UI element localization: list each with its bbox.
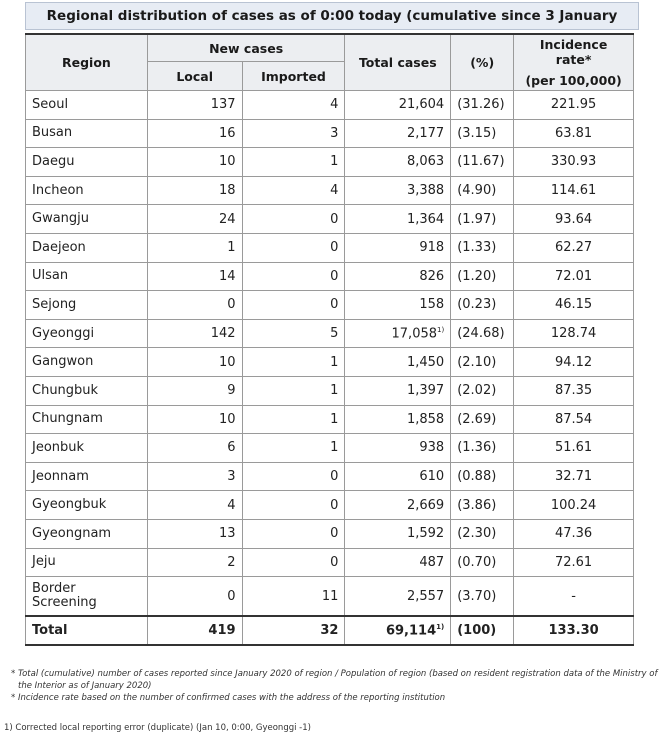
region-cell: Chungnam (26, 405, 148, 434)
region-cell: Ulsan (26, 262, 148, 291)
imported-cell: 5 (242, 319, 345, 348)
total-value: 8,063 (406, 154, 445, 170)
footnote-incidence-basis: * Incidence rate based on the number of confirmed cases with the address of the reporting institution (11, 693, 446, 703)
local-cell: 14 (147, 262, 242, 291)
table-row (26, 319, 634, 348)
local-cell: 137 (147, 91, 242, 120)
incidence-cell: 72.01 (514, 262, 634, 291)
table-row (26, 462, 634, 491)
total-cell (345, 176, 451, 205)
total-cell (345, 148, 451, 177)
incidence-cell: 93.64 (514, 205, 634, 234)
imported-cell: 11 (242, 577, 345, 617)
region-cell: Total (26, 616, 148, 645)
local-cell: 10 (147, 405, 242, 434)
incidence-cell: 63.81 (514, 119, 634, 148)
region-line1: Border (32, 581, 76, 597)
percent-cell: (2.69) (451, 405, 514, 434)
total-value: 1,450 (406, 354, 445, 370)
percent-cell: (2.02) (451, 376, 514, 405)
total-value: 17,058 (391, 326, 438, 342)
local-cell: 24 (147, 205, 242, 234)
percent-cell: (3.86) (451, 491, 514, 520)
incidence-cell: 330.93 (514, 148, 634, 177)
region-cell: Gyeongbuk (26, 491, 148, 520)
imported-cell: 3 (242, 119, 345, 148)
local-cell: 4 (147, 491, 242, 520)
imported-cell: 1 (242, 376, 345, 405)
table-body (26, 91, 634, 646)
local-cell: 1 (147, 233, 242, 262)
total-cell (345, 405, 451, 434)
local-cell: 142 (147, 319, 242, 348)
total-value: 2,177 (406, 125, 445, 141)
region-cell: Jeonbuk (26, 434, 148, 463)
table-row-border-screening (26, 577, 634, 617)
region-cell: Chungbuk (26, 376, 148, 405)
total-value: 1,858 (406, 411, 445, 427)
total-cell (345, 376, 451, 405)
region-cell: Gyeongnam (26, 519, 148, 548)
percent-cell: (3.15) (451, 119, 514, 148)
imported-cell: 1 (242, 405, 345, 434)
imported-cell: 4 (242, 91, 345, 120)
table-title: Regional distribution of cases as of 0:00 today (cumulative since 3 January (25, 2, 639, 30)
region-cell: Sejong (26, 291, 148, 320)
local-cell: 6 (147, 434, 242, 463)
percent-cell: (100) (451, 616, 514, 645)
incidence-cell: 72.61 (514, 548, 634, 577)
total-value: 826 (419, 268, 445, 284)
percent-cell: (0.23) (451, 291, 514, 320)
total-cell (345, 519, 451, 548)
incidence-cell: 32.71 (514, 462, 634, 491)
imported-cell: 0 (242, 291, 345, 320)
incidence-cell: 100.24 (514, 491, 634, 520)
region-cell: Gyeonggi (26, 319, 148, 348)
percent-cell: (4.90) (451, 176, 514, 205)
table-row (26, 233, 634, 262)
region-cell: Busan (26, 119, 148, 148)
region-cell: Incheon (26, 176, 148, 205)
total-value: 487 (419, 554, 445, 570)
total-cell (345, 548, 451, 577)
total-cell (345, 491, 451, 520)
header-total-cases: Total cases (345, 34, 451, 91)
percent-cell: (1.20) (451, 262, 514, 291)
header-region: Region (26, 34, 148, 91)
total-value: 1,592 (406, 526, 445, 542)
percent-cell: (0.70) (451, 548, 514, 577)
table-row (26, 405, 634, 434)
percent-cell: (1.97) (451, 205, 514, 234)
imported-cell: 0 (242, 205, 345, 234)
total-value: 3,388 (406, 183, 445, 199)
region-cell (26, 577, 148, 617)
footnote-total-definition: * Total (cumulative) number of cases reported since January 2020 of region / Population of region (based on resident registration data of the Ministry of the Interior as of January 2020) (11, 669, 658, 691)
percent-cell: (3.70) (451, 577, 514, 617)
percent-cell: (1.36) (451, 434, 514, 463)
incidence-cell: 114.61 (514, 176, 634, 205)
table-row (26, 91, 634, 120)
incidence-cell: 221.95 (514, 91, 634, 120)
region-cell: Gangwon (26, 348, 148, 377)
imported-cell: 0 (242, 262, 345, 291)
incidence-cell: 46.15 (514, 291, 634, 320)
table-row (26, 291, 634, 320)
header-new-cases: New cases (147, 34, 345, 62)
table-row (26, 548, 634, 577)
table-row (26, 519, 634, 548)
header-incidence-rate (514, 34, 634, 91)
percent-cell: (2.10) (451, 348, 514, 377)
table-row (26, 491, 634, 520)
region-line2: Screening (32, 595, 97, 611)
total-value: 158 (419, 297, 445, 313)
region-cell: Daejeon (26, 233, 148, 262)
imported-cell: 0 (242, 462, 345, 491)
local-cell: 10 (147, 148, 242, 177)
incidence-cell: 51.61 (514, 434, 634, 463)
total-cell (345, 616, 451, 645)
total-cell: 2,557 (345, 577, 451, 617)
table-row (26, 434, 634, 463)
total-cell (345, 119, 451, 148)
incidence-cell: 94.12 (514, 348, 634, 377)
total-value: 1,397 (406, 383, 445, 399)
local-cell: 0 (147, 291, 242, 320)
region-cell: Jeju (26, 548, 148, 577)
table-row (26, 376, 634, 405)
imported-cell: 0 (242, 548, 345, 577)
total-value: 938 (419, 440, 445, 456)
percent-cell: (24.68) (451, 319, 514, 348)
percent-cell: (11.67) (451, 148, 514, 177)
local-cell: 419 (147, 616, 242, 645)
local-cell: 3 (147, 462, 242, 491)
header-incidence-line1: Incidence rate* (539, 37, 608, 67)
footnotes (6, 668, 662, 704)
total-cell (345, 205, 451, 234)
total-cell (345, 462, 451, 491)
regional-cases-table (25, 33, 634, 646)
percent-cell: (0.88) (451, 462, 514, 491)
total-cell (345, 91, 451, 120)
total-value: 69,114 (385, 623, 437, 639)
header-percent: (%) (451, 34, 514, 91)
table-row (26, 119, 634, 148)
table-row (26, 148, 634, 177)
percent-cell: (31.26) (451, 91, 514, 120)
total-cell (345, 319, 451, 348)
total-value: 21,604 (398, 97, 445, 113)
footnote-mark: 1) (437, 325, 445, 334)
total-cell (345, 348, 451, 377)
incidence-cell: 87.35 (514, 376, 634, 405)
local-cell: 16 (147, 119, 242, 148)
total-cell (345, 434, 451, 463)
incidence-cell: 128.74 (514, 319, 634, 348)
correction-note: 1) Corrected local reporting error (duplicate) (Jan 10, 0:00, Gyeonggi -1) (4, 723, 311, 733)
incidence-cell: 47.36 (514, 519, 634, 548)
percent-cell: (1.33) (451, 233, 514, 262)
total-value: 2,669 (406, 497, 445, 513)
incidence-cell: 133.30 (514, 616, 634, 645)
imported-cell: 0 (242, 491, 345, 520)
imported-cell: 1 (242, 348, 345, 377)
local-cell: 10 (147, 348, 242, 377)
total-cell (345, 291, 451, 320)
incidence-cell: - (514, 577, 634, 617)
header-local: Local (147, 62, 242, 91)
header-incidence-line2: (per 100,000) (525, 73, 622, 88)
imported-cell: 1 (242, 434, 345, 463)
table-row (26, 348, 634, 377)
region-cell: Seoul (26, 91, 148, 120)
local-cell: 13 (147, 519, 242, 548)
imported-cell: 0 (242, 519, 345, 548)
imported-cell: 0 (242, 233, 345, 262)
header-imported: Imported (242, 62, 345, 91)
local-cell: 0 (147, 577, 242, 617)
total-cell (345, 233, 451, 262)
incidence-cell: 62.27 (514, 233, 634, 262)
incidence-cell: 87.54 (514, 405, 634, 434)
total-cell (345, 262, 451, 291)
local-cell: 9 (147, 376, 242, 405)
percent-cell: (2.30) (451, 519, 514, 548)
table-row (26, 262, 634, 291)
local-cell: 2 (147, 548, 242, 577)
table-row (26, 205, 634, 234)
total-value: 1,364 (406, 211, 445, 227)
region-cell: Daegu (26, 148, 148, 177)
total-value: 918 (419, 240, 445, 256)
table-row-total (26, 616, 634, 645)
region-cell: Gwangju (26, 205, 148, 234)
imported-cell: 1 (242, 148, 345, 177)
region-cell: Jeonnam (26, 462, 148, 491)
footnote-mark: 1) (436, 622, 445, 631)
table-row (26, 176, 634, 205)
total-value: 610 (419, 469, 445, 485)
imported-cell: 32 (242, 616, 345, 645)
imported-cell: 4 (242, 176, 345, 205)
local-cell: 18 (147, 176, 242, 205)
